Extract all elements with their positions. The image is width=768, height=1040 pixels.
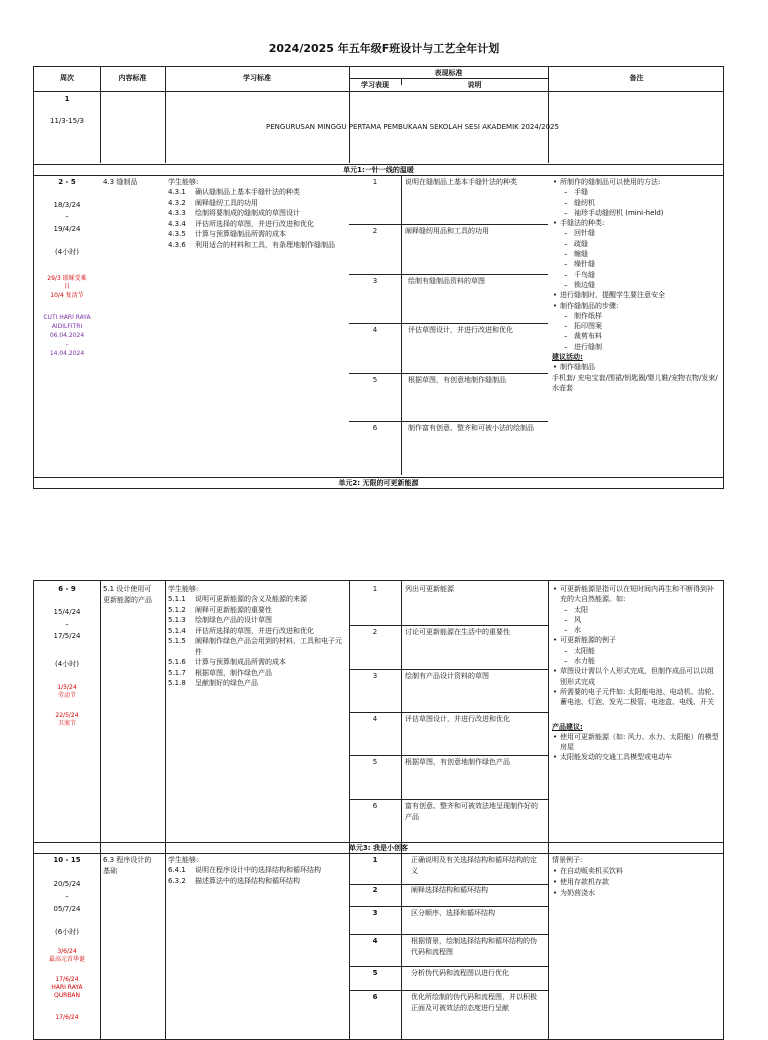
unit1-perf-desc-2: 阐释缝纫用品和工具的功用 — [405, 227, 489, 235]
list-item: – 进行缝制 — [552, 342, 720, 352]
unit1-cuti-dash: – — [65, 341, 69, 348]
unit3-perf-desc-6: 优化所绘制的伪代码和流程图，并以积极正面及可被效法的态度进行呈献 — [411, 993, 537, 1012]
header-performance-desc: 说明 — [467, 81, 482, 89]
unit2-holiday2-b: 卫塞节 — [57, 720, 76, 727]
list-item: • 使用存款机存款 — [552, 877, 720, 888]
unit1-perf-desc-3: 绘制有缝制品资料的草图 — [408, 277, 485, 285]
learning-standard-row: 5.1.5 阐释制作绿色产品会用到的材料、工具和电子元件 — [168, 637, 342, 656]
unit1-perf-desc-5: 根据草图，有创意地制作缝制品 — [408, 376, 506, 384]
unit2-date-from: 15/4/24 — [53, 608, 81, 616]
header-learning-standard: 学习标准 — [243, 74, 271, 82]
unit3-perf-desc-2: 阐释选择结构和循环结构 — [411, 886, 488, 894]
unit1-perf-level-4: 4 — [372, 326, 378, 334]
learning-standard-row: 5.1.6 计算与预算制成品所需的成本 — [168, 658, 286, 666]
unit1-learning-standards — [168, 187, 346, 250]
header-content-standard: 内容标准 — [118, 74, 147, 82]
unit1-perf-level-3: 3 — [372, 277, 378, 285]
learning-standard-row: 4.3.6 利用适合的材料和工具，有条理地制作缝制品 — [168, 240, 335, 249]
list-item: – 缠缝 — [552, 249, 720, 259]
list-item: – 裁剪布料 — [552, 331, 720, 341]
unit1-learning-intro: 学生能够: — [168, 178, 199, 186]
unit3-perf-level-1: 1 — [372, 856, 378, 864]
unit1-perf-desc-1: 说明在缝制品上基本手缝针法的种类 — [405, 178, 517, 186]
list-item: – 风 — [552, 615, 720, 625]
unit3-learning-intro: 学生能够: — [168, 856, 199, 864]
unit3-perf-desc-4: 根据情景，绘制选择结构和循环结构的伪代码和流程图 — [411, 937, 537, 956]
header-week: 周次 — [60, 74, 74, 82]
unit1-perf-level-1: 1 — [372, 178, 378, 186]
unit3-learning-standards — [168, 865, 346, 886]
unit3-date-from: 20/5/24 — [53, 880, 81, 888]
unit1-perf-desc-4: 评估草图设计，并进行改进和优化 — [408, 326, 513, 334]
unit2-learning-intro: 学生能够: — [168, 585, 199, 593]
unit3-title: 单元3: 我是小创客 — [348, 844, 409, 852]
list-item: – 太阳 — [552, 605, 720, 615]
unit3-holiday2-a: 17/6/24 — [55, 976, 79, 983]
unit3-date-dash: – — [65, 892, 69, 900]
unit2-perf-desc-1: 列出可更新能源 — [405, 585, 454, 593]
list-item: – 水力能 — [552, 656, 720, 666]
unit2-holiday1-b: 劳动节 — [57, 692, 76, 699]
unit3-perf-level-5: 5 — [372, 969, 378, 977]
week1-dates: 11/3-15/3 — [50, 117, 84, 125]
learning-standard-row: 4.3.2 阐释缝纫工具的功用 — [168, 198, 258, 207]
unit1-holiday2: 10/4 复活节 — [50, 292, 84, 299]
list-item: – 水 — [552, 625, 720, 635]
header-performance-level: 学习表现 — [361, 81, 389, 89]
unit1-perf-desc-6: 制作富有创意、整齐和可被小法的绘制品 — [408, 424, 534, 432]
unit2-perf-desc-4: 评估草图设计，并进行改进和优化 — [405, 715, 510, 723]
list-item: – 拓印图案 — [552, 321, 720, 331]
unit1-date-dash: – — [65, 212, 69, 220]
unit1-weeks: 2 - 5 — [58, 178, 76, 186]
week1-number: 1 — [64, 95, 70, 103]
learning-standard-row: 6.4.1 说明在程序设计中的选择结构和循环结构 — [168, 866, 321, 874]
list-item: • 制作缝制品 — [552, 362, 720, 372]
unit1-hours: (4小时) — [55, 248, 79, 256]
unit2-perf-level-4: 4 — [372, 715, 378, 723]
unit3-holiday1-a: 3/6/24 — [57, 948, 77, 955]
unit1-holiday1-a: 29/3 耶稣受难 — [47, 275, 87, 282]
list-item: • 可更新能源的例子 — [552, 635, 720, 645]
unit3-perf-level-3: 3 — [372, 909, 378, 917]
unit2-date-to: 17/5/24 — [53, 632, 81, 640]
list-item: • 手缝法的种类: — [552, 218, 720, 228]
list-item: • 在自动贩卖机买饮料 — [552, 866, 720, 877]
list-item: – 太阳能 — [552, 646, 720, 656]
unit2-hours: (4小时) — [55, 660, 79, 668]
header-performance-standard: 表现标准 — [434, 69, 463, 77]
unit2-perf-level-6: 6 — [372, 802, 378, 810]
list-item: – 千鸟缝 — [552, 270, 720, 280]
unit1-cuti-a: CUTI HARI RAYA — [43, 314, 91, 321]
plan-table-part-1 — [33, 66, 724, 489]
learning-standard-row: 5.1.7 根据草图，制作绿色产品 — [168, 668, 272, 677]
list-item: • 太阳能发动的交通工具模型或电动车 — [552, 752, 720, 762]
learning-standard-row: 5.1.1 说明可更新能源的含义及能源的来源 — [168, 595, 307, 603]
unit1-date-to: 19/4/24 — [53, 225, 81, 233]
learning-standard-row: 4.3.4 评估所选择的草图，并进行改进和优化 — [168, 219, 314, 228]
list-item: – 缲针缝 — [552, 259, 720, 269]
learning-standard-row: 4.3.3 绘制将要制成的缝制成的草图设计 — [168, 209, 300, 217]
list-item: – 疏缝 — [552, 239, 720, 249]
unit3-holiday2-c: QURBAN — [54, 992, 80, 999]
header-remarks: 备注 — [629, 74, 644, 82]
learning-standard-row: 4.3.1 确认缝制品上基本手缝针法的种类 — [168, 188, 300, 196]
unit1-suggestion-text: 手机套/ 充电宝套/围裙/钥匙圈/婴儿鞋/宠物衣物/发束/ 水壶套 — [552, 373, 718, 392]
unit3-holiday3: 17/6/24 — [55, 1014, 79, 1021]
list-item: – 锁边缝 — [552, 280, 720, 290]
learning-standard-row: 5.1.2 阐释可更新能源的重要性 — [168, 605, 272, 614]
list-item: – 缝纫机 — [552, 198, 720, 208]
list-item: • 可更新能源是指可以在短时间内再生和不断得到补充的大自然能源。如: — [552, 584, 720, 605]
unit2-perf-desc-6: 富有创意、整齐和可被效法地呈现制作好的产品 — [405, 802, 538, 821]
unit1-content-standard: 4.3 缝制品 — [103, 178, 138, 186]
unit2-perf-level-5: 5 — [372, 758, 378, 766]
unit2-perf-desc-3: 绘制有产品设计资料的草图 — [405, 672, 489, 680]
unit2-remarks — [552, 584, 720, 763]
unit2-content-standard: 5.1 设计使用可更新能源的产品 — [103, 585, 152, 604]
unit3-perf-level-4: 4 — [372, 937, 378, 945]
list-item: • 所制作的缝制品可以使用的方法: — [552, 177, 720, 187]
learning-standard-row: 5.1.4 评估所选择的草图，并进行改进和优化 — [168, 626, 314, 635]
unit1-perf-level-6: 6 — [372, 424, 378, 432]
unit3-holiday2-b: HARI RAYA — [51, 984, 83, 991]
unit1-cuti-b: AIDILFITRI — [51, 323, 83, 330]
unit2-title: 单元2: 无限的可更新能源 — [338, 479, 419, 487]
unit1-date-from: 18/3/24 — [53, 201, 81, 209]
unit3-perf-desc-1: 正确说明及有关选择结构和循环结构的定义 — [411, 856, 537, 875]
unit2-perf-level-2: 2 — [372, 628, 378, 636]
unit3-weeks: 10 - 15 — [53, 856, 81, 864]
unit1-title: 单元1:一针一线的温暖 — [343, 166, 414, 174]
list-item: – 手缝 — [552, 187, 720, 197]
unit1-suggestion-title: 建议活动: — [552, 353, 583, 362]
list-item: • 草图设计需以个人形式完成，但制作成品可以以组别形式完成 — [552, 666, 720, 687]
list-item: – 回针缝 — [552, 228, 720, 238]
list-item: • 制作缝制品的步骤: — [552, 301, 720, 311]
page-title: 2024/2025 年五年级F班设计与工艺全年计划 — [268, 42, 500, 55]
list-item: • 为奶茴浇水 — [552, 888, 720, 899]
unit2-perf-desc-5: 根据草图，有创意地制作绿色产品 — [405, 758, 510, 766]
unit3-perf-desc-3: 区分顺序、选择和循环结构 — [411, 909, 495, 917]
unit2-suggestion-title: 产品建议: — [552, 722, 583, 731]
unit3-remarks-title: 情景例子: — [552, 856, 583, 864]
unit1-holiday1-b: 日 — [63, 283, 70, 290]
list-item: – 制作纸样 — [552, 311, 720, 321]
unit2-perf-level-1: 1 — [372, 585, 378, 593]
unit1-perf-level-2: 2 — [372, 227, 378, 235]
unit2-holiday2-a: 22/5/24 — [55, 712, 79, 719]
unit3-remarks — [552, 855, 720, 899]
unit3-hours: (6小时) — [55, 928, 79, 936]
unit3-perf-level-6: 6 — [372, 993, 378, 1001]
unit2-learning-standards — [168, 594, 346, 689]
week1-note: PENGURUSAN MINGGU PERTAMA PEMBUKAAN SEKOLAH SESI AKADEMIK 2024/2025 — [266, 123, 559, 131]
unit3-content-standard: 6.3 程序设计的基础 — [103, 856, 152, 875]
unit1-remarks — [552, 177, 720, 393]
list-item: – 袖珍手动缝纫机 (mini-held) — [552, 208, 720, 218]
list-item: • 所需要的电子元件如: 太阳能电池、电动机、齿轮、蓄电池、灯泡、发光二极管、电池盒、电线、开关 — [552, 687, 720, 708]
unit2-perf-desc-2: 讨论可更新能源在生活中的重要性 — [405, 628, 510, 636]
unit1-cuti-d: 14.04.2024 — [49, 350, 85, 357]
unit3-perf-level-2: 2 — [372, 886, 378, 894]
unit1-cuti-c: 06.04.2024 — [49, 332, 85, 339]
plan-table-part-2 — [33, 580, 724, 1040]
unit2-holiday1-a: 1/5/24 — [57, 684, 77, 691]
unit3-perf-desc-5: 分析伪代码和流程图以进行优化 — [411, 969, 509, 977]
list-item: • 进行缝制时，提醒学生要注意安全 — [552, 290, 720, 300]
learning-standard-row: 5.1.3 绘制绿色产品的设计草图 — [168, 616, 272, 624]
unit3-holiday1-b: 最高元首华诞 — [48, 956, 85, 963]
unit3-date-to: 05/7/24 — [53, 905, 81, 913]
learning-standard-row: 4.3.5 计算与预算缝制品所需的成本 — [168, 230, 286, 238]
list-item: • 使用可更新能源（如: 风力、水力、太阳能）的模型房屋 — [552, 732, 720, 753]
unit2-weeks: 6 - 9 — [58, 585, 76, 593]
learning-standard-row: 5.1.8 呈献制好的绿色产品 — [168, 679, 258, 687]
learning-standard-row: 6.3.2 描述算法中的选择结构和循环结构 — [168, 876, 300, 885]
unit2-date-dash: – — [65, 620, 69, 628]
unit2-perf-level-3: 3 — [372, 672, 378, 680]
unit1-perf-level-5: 5 — [372, 376, 378, 384]
